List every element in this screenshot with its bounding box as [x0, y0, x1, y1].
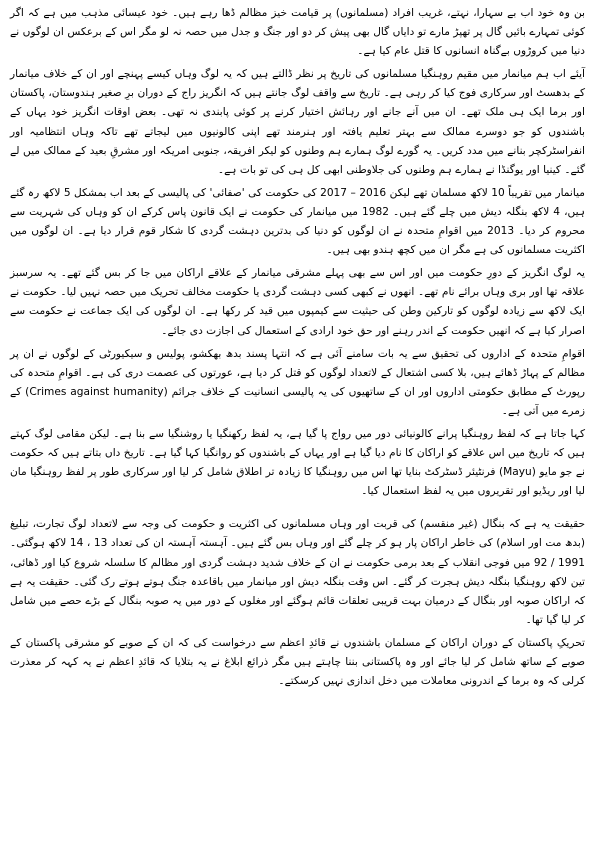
- article-paragraph: حقیقت یہ ہے کہ بنگال (غیر منقسم) کی قربت اور وہاں مسلمانوں کی اکثریت و حکومت کی وجہ سے لاتعداد لوگ تجارت، تبلیغ (بدھ مت اور اسلام) کی خاطر اراکان پار ہو کر چلے گئے اور وہاں بس گئے ہیں۔ آہستہ آہستہ ان کی تعداد 13 ، 14 لاکھ ہوگئی۔ 1991 / 92 میں فوجی انقلاب کے بعد برمی حکومت نے ان کے خلاف شدید دہشت گردی اور مظالم کا سلسلہ شروع کیا اور ڈھائی، تین لاکھ روہنگیا بنگلہ دیش ہجرت کر گئے۔ اس وقت بنگلہ دیش اور میانمار میں باقاعدہ جنگ ہوتے ہوتے رک گئی۔ حقیقت یہ ہے کہ اراکان صوبہ اور بنگال کے درمیان بہت قریبی تعلقات قائم ہوگئے اور مغلوں کے دور میں یہ صوبہ بنگال کے بڑے حصے میں شامل کر لیا گیا تھا۔: [10, 518, 585, 626]
- article-paragraph: تحریکِ پاکستان کے دوران اراکان کے مسلمان باشندوں نے قائدِ اعظم سے درخواست کی کہ ان کے صوبے کو مشرقی پاکستان کے صوبے کے ساتھ شامل کر لیا جائے اور وہ پاکستانی بننا چاہتے ہیں مگر ذرائع ابلاغ نے یہ بتلایا کہ قائدِ اعظم نے یہ کہہ کر معذرت کرلی کہ وہ برما کے اندرونی معاملات میں دخل اندازی نہیں کرسکتے۔: [10, 636, 585, 688]
- article-paragraph: کہا جاتا ہے کہ لفظ روہنگیا پرانے کالونیائی دور میں رواج پا گیا ہے، یہ لفظ رکھنگیا یا روشنگیا سے بنا ہے۔ لیکن مقامی لوگ کہتے ہیں کہ تاریخ میں اس علاقے کو اراکان کا نام دیا گیا ہے اور یہاں کے باشندوں کو روانگیا کہا گیا ہے۔ تاریخ داں بتاتے ہیں کہ حکومت نے جو مایو (Mayu) فرنٹیئر ڈسٹرکٹ بنایا تھا اس میں روہنگیا کا زیادہ تر اطلاق شامل کر لیا اور سرکاری طور پر لفظ روہنگیا مان لیا اور ریڈیو اور تقریروں میں یہ لفظ استعمال کیا۔: [10, 427, 585, 498]
- article-paragraph: بن وہ خود اب بے سہارا، نہتے، غریب افراد (مسلمانوں) پر قیامت خیز مظالم ڈھا رہے ہیں۔ خود عیسائی مذہب میں ہے کہ اگر کوئی تمہارے بائیں گال پر تھپڑ مارے تو دایاں گال بھی پیش کر دو اور جنگ و جدل میں حصہ نہ لو مگر اس کے برعکس ان لوگوں نے دنیا میں کروڑوں بےگناہ انسانوں کا قتل عام کیا ہے۔: [10, 7, 585, 58]
- article-body: [10, 4, 585, 691]
- article-paragraph: میانمار میں تقریباً 10 لاکھ مسلمان تھے لیکن 2016 – 2017 کی حکومت کی 'صفائی' کی پالیسی کے بعد اب بمشکل 5 لاکھ رہ گئے ہیں، 4 لاکھ بنگلہ دیش میں چلے گئے ہیں۔ 1982 میں میانمار کی حکومت نے ایک قانون پاس کرکے ان کو وہاں کی شہریت سے محروم کر دیا۔ 2013 میں اقوامِ متحدہ نے ان لوگوں کو دنیا کی بدترین دہشت گردی کا شکار قوم قرار دیا ہے۔ ان لوگوں میں اکثریت مسلمانوں کی ہے مگر ان میں کچھ ہندو بھی ہیں۔: [10, 186, 585, 257]
- article-paragraph: یہ لوگ انگریز کے دورِ حکومت میں اور اس سے بھی پہلے مشرقی میانمار کے علاقے اراکان میں جا کر بس گئے تھے۔ یہ سرسبز علاقہ تھا اور بری وہاں برائے نام تھے۔ انھوں نے کبھی کسی دہشت گردی یا حکومت مخالف تحریک میں حصہ نہیں لیا۔ حکومت نے ایک لاکھ سے زیادہ لوگوں کو تارکین وطن کی حیثیت سے کیمپوں میں قید کر رکھا ہے۔ ان لوگوں کی ایک جماعت نے حکومت سے اصرار کیا ہے کہ انھیں حکومت کے اندر رہنے اور حق خود ارادی کے استعمال کی اجازت دی جائے۔: [10, 267, 585, 337]
- article-paragraph: اقوامِ متحدہ کے اداروں کی تحقیق سے یہ بات سامنے آئی ہے کہ انتہا پسند بدھ بھکشو، پولیس و سیکیورٹی کے لوگوں نے ان پر مظالم کے پہاڑ ڈھائے ہیں، بلا کسی اشتعال کے لاتعداد لوگوں کو قتل کر دیا ہے، عورتوں کی عصمت دری کی ہے۔ اقوامِ متحدہ کی رپورٹ کے مطابق حکومتی اداروں اور ان کے ساتھیوں کی یہ پالیسی انسانیت کے خلاف جرائم (Crimes against humanity) کے زمرے میں آتی ہے۔: [10, 347, 585, 417]
- article-paragraph: آیئے اب ہم میانمار میں مقیم روہنگیا مسلمانوں کی تاریخ پر نظر ڈالتے ہیں کہ یہ لوگ وہاں کیسے پہنچے اور ان کے خلاف میانمار کے بدھسٹ اور سرکاری فوج کیا کر رہی ہے۔ تاریخ سے واقف لوگ جانتے ہیں کہ انگریز راج کے دوران برِ صغیر ہندوستان، پاکستان اور برما ایک ہی ملک تھے۔ ان میں آنے جانے اور رہائش اختیار کرنے پر کوئی پابندی نہ تھی۔ بعض اوقات انگریز خود یہاں کے باشندوں کو جو دوسرے ممالک سے بہتر تعلیم یافتہ اور ہنرمند تھے اپنی کالونیوں میں لیجاتے تھے تاکہ وہاں انتظامیہ اور انفراسٹرکچر بنانے میں مدد کریں۔ یہ گورے لوگ ہمارے ہم وطنوں کو لیکر افریقہ، جنوبی امریکہ اور مشرقِ بعید کے ممالک میں لے گئے۔ کینیا اور یوگنڈا نے ہمارے ہم وطنوں کی جلاوطنی ابھی کل ہی کی تو بات ہے۔: [10, 68, 585, 176]
